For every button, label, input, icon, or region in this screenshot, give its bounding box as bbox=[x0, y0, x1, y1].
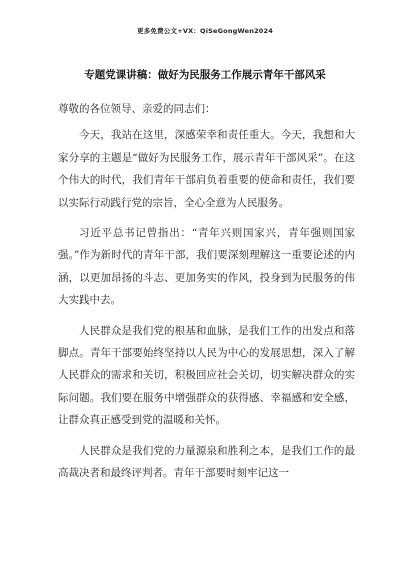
document-body bbox=[58, 98, 355, 485]
paragraph: 人民群众是我们党的力量源泉和胜利之本，是我们工作的最高裁决者和最终评判者。青年干部要时刻牢记这一 bbox=[58, 444, 355, 480]
document-title: 专题党课讲稿：做好为民服务工作展示青年干部风采 bbox=[84, 69, 326, 81]
salutation: 尊敬的各位领导、亲爱的同志们： bbox=[58, 103, 216, 115]
paragraph: 人民群众是我们党的根基和血脉，是我们工作的出发点和落脚点。青年干部要始终坚持以人民为中心的发展思想，深入了解人民群众的需求和关切，积极回应社会关切，切实解决群众的实际问题。我们要在服务中增强群众的获得感、幸福感和安全感，让群众真正感受到党的温暖和关怀。 bbox=[58, 324, 355, 427]
paragraph: 今天，我站在这里，深感荣幸和责任重大。今天，我想和大家分享的主题是“做好为民服务工作，展示青年干部风采”。在这个伟大的时代，我们青年干部肩负着重要的使命和责任，我们要以实际行动践行党的宗旨，全心全意为人民服务。 bbox=[58, 129, 355, 209]
paragraph: 习近平总书记曾指出：“青年兴则国家兴，青年强则国家强。”作为新时代的青年干部，我们要深刻理解这一重要论述的内涵，以更加昂扬的斗志、更加务实的作风，投身到为民服务的伟大实践中去。 bbox=[58, 227, 355, 307]
header-note: 更多免费公文+VX：QiSeGongWen2024 bbox=[137, 27, 273, 35]
